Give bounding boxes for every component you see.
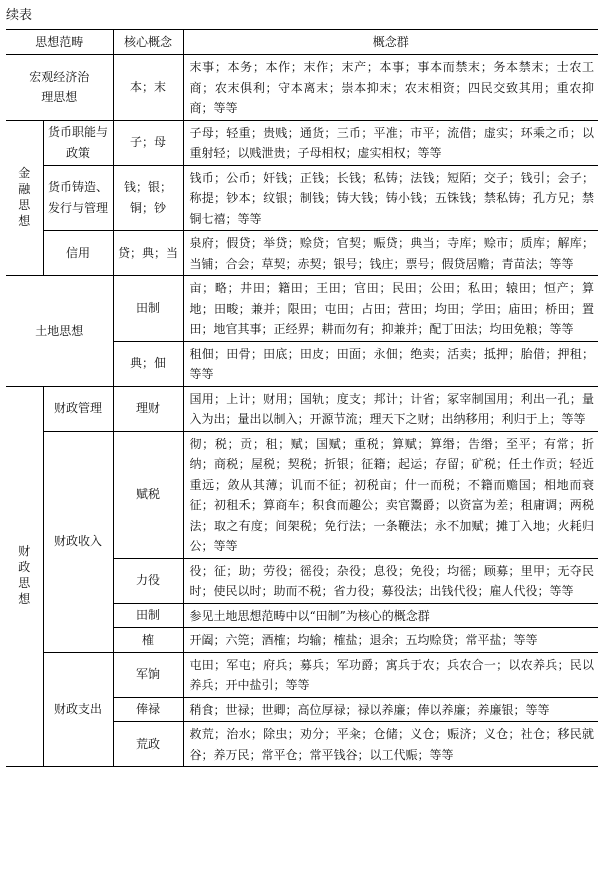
table-row [6, 231, 598, 276]
table-row [6, 386, 598, 431]
concept-group: 役；征；助；劳役；徭役；杂役；息役；免役；均徭；顾募；里甲；无夺民时；使民以时；助而不税；省力役；募役法；出钱代役；雇人代役；等等 [183, 558, 598, 603]
core-concept: 田制 [113, 276, 183, 342]
category-fiscal [6, 386, 43, 767]
core-concept: 力役 [113, 558, 183, 603]
core-concept: 贷；典；当 [113, 231, 183, 276]
concept-group: 泉府；假贷；举贷；赊贷；官契；赈贷；典当；寺库；赊市；质库；解库；当铺；合会；草契；赤契；银号；钱庄；票号；假贷居赡；青苗法；等等 [183, 231, 598, 276]
subcategory: 货币铸造、发行与管理 [43, 165, 113, 231]
core-concept: 钱；银；铜；钞 [113, 165, 183, 231]
concept-group: 钱币；公币；奸钱；正钱；长钱；私铸；法钱；短陌；交子；钱引；会子；称提；钞本；纹银；制钱；铸大钱；铸小钱；五铢钱；禁私铸；孔方兄；禁铜七禧；等等 [183, 165, 598, 231]
table-caption: 续表 [6, 8, 33, 23]
concept-group: 子母；轻重；贵贱；通货；三币；平准；市平；流借；虚实；环乘之币；以重射轻；以贱泄贵；子母相权；虚实相权；等等 [183, 120, 598, 165]
core-concept: 榷 [113, 628, 183, 653]
core-concept: 俸禄 [113, 697, 183, 722]
subcategory: 财政支出 [43, 652, 113, 767]
category-finance-label: 金 融 思 想 [18, 165, 31, 228]
table-row [6, 55, 598, 121]
core-concept: 典；佃 [113, 341, 183, 386]
table-row [6, 120, 598, 165]
concept-group: 租佃；田骨；田底；田皮；田面；永佃；绝卖；活卖；抵押；胎借；押租；等等 [183, 341, 598, 386]
concept-group: 末事；本务；本作；末作；末产；本事；事本而禁末；务本禁末；士农工商；农末俱利；守本离末；崇本抑末；农末相资；四民交致其用；重农抑商；等等 [183, 55, 598, 121]
concept-group: 稍食；世禄；世卿；高位厚禄；禄以养廉；俸以养廉；养廉银；等等 [183, 697, 598, 722]
category-macro: 宏观经济治理思想 [6, 55, 113, 121]
core-concept: 理财 [113, 386, 183, 431]
concept-table [6, 29, 598, 767]
header-core-concept: 核心概念 [113, 30, 183, 55]
header-concept-group: 概念群 [183, 30, 598, 55]
core-concept: 荒政 [113, 722, 183, 767]
concept-group: 亩；略；井田；籍田；王田；官田；民田；公田；私田；辕田；恒产；算地；田畯；兼并；限田；屯田；占田；营田；均田；学田；庙田；桥田；置田；地官其事；正经界；耕而勿有；抑兼并；配丁田法；均田免粮；等等 [183, 276, 598, 342]
core-concept: 子；母 [113, 120, 183, 165]
subcategory: 信用 [43, 231, 113, 276]
core-concept: 田制 [113, 603, 183, 628]
category-finance [6, 120, 43, 276]
concept-group: 参见土地思想范畴中以“田制”为核心的概念群 [183, 603, 598, 628]
core-concept: 赋税 [113, 431, 183, 558]
table-row [6, 276, 598, 342]
table-row [6, 652, 598, 697]
core-concept: 本；末 [113, 55, 183, 121]
concept-group: 屯田；军屯；府兵；募兵；军功爵；寓兵于农；兵农合一；以农养兵；民以养兵；开中盐引；等等 [183, 652, 598, 697]
core-concept: 军饷 [113, 652, 183, 697]
concept-group: 救荒；治水；除虫；劝分；平籴；仓储；义仓；赈济；义仓；社仓；移民就谷；养万民；常平仓；常平钱谷；以工代赈；等等 [183, 722, 598, 767]
concept-group: 开阖；六筦；酒榷；均输；榷盐；退余；五均赊贷；常平盐；等等 [183, 628, 598, 653]
concept-group: 彻；税；贡；租；赋；国赋；重税；算赋；算缗；告缗；至平；有常；折纳；商税；屋税；契税；折银；征籍；起运；存留；矿税；任土作贡；轻近重远；敛从其薄；讥而不征；初税亩；什一而税；不籍而赡国；相地而衰征；初租禾；算商车；积食而趣公；卖官鬻爵；以资富为差；租庸调；两税法；取之有度；间架税；免行法；一条鞭法；永不加赋；摊丁入地；火耗归公；等等 [183, 431, 598, 558]
header-field: 思想范畴 [6, 30, 113, 55]
subcategory: 财政管理 [43, 386, 113, 431]
table-row [6, 165, 598, 231]
subcategory: 财政收入 [43, 431, 113, 652]
table-header-row [6, 30, 598, 55]
category-land: 土地思想 [6, 276, 113, 387]
concept-group: 国用；上计；财用；国轨；度支；邦计；计省；冢宰制国用；利出一孔；量入为出；量出以制入；开源节流；理天下之财；出纳移用；利归于上；等等 [183, 386, 598, 431]
table-row [6, 431, 598, 558]
subcategory: 货币职能与政策 [43, 120, 113, 165]
category-fiscal-label: 财 政 思 想 [18, 544, 31, 606]
